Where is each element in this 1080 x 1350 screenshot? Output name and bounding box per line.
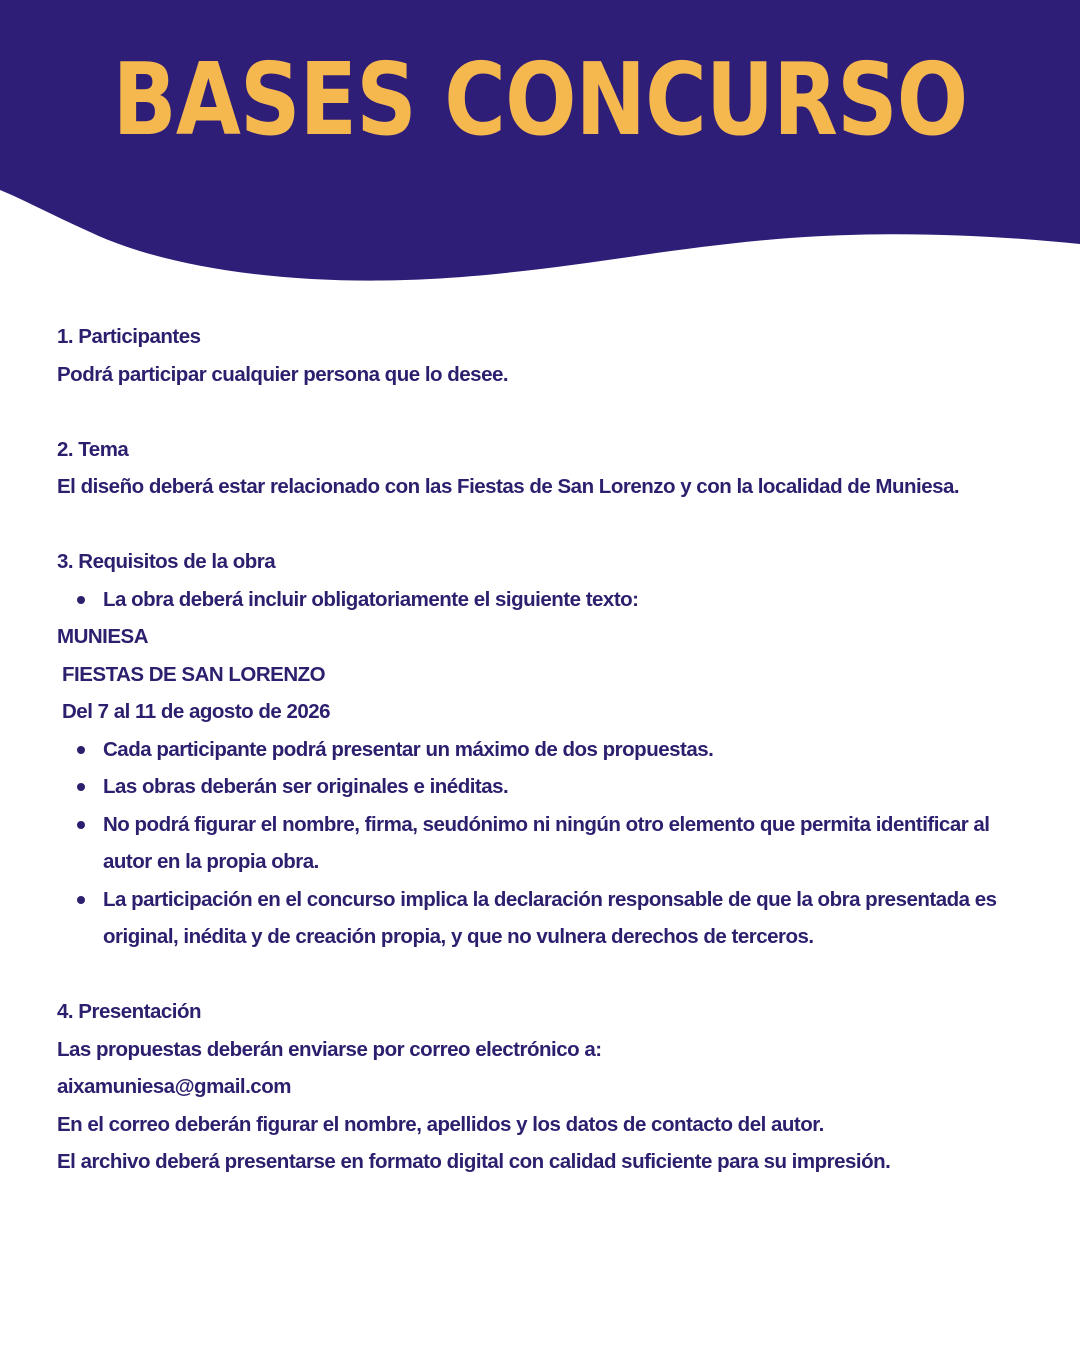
list-item — [57, 881, 1042, 956]
section-text: Podrá participar cualquier persona que lo desee. — [57, 362, 509, 386]
section-heading: 4. Presentación — [57, 1000, 202, 1023]
spacer — [57, 506, 1042, 544]
bullet-list — [57, 731, 1042, 956]
required-text-line: MUNIESA — [57, 625, 149, 648]
section-text: El archivo deberá presentarse en formato digital con calidad suficiente para su impresión. — [57, 1150, 891, 1173]
list-item — [57, 731, 1042, 769]
section-tema — [57, 431, 1042, 506]
required-text-line: Del 7 al 11 de agosto de 2026 — [62, 700, 331, 723]
list-item — [57, 806, 1042, 881]
section-text: Las propuestas deberán enviarse por correo electrónico a: — [57, 1037, 602, 1061]
list-item-text: Cada participante podrá presentar un máximo de dos propuestas. — [103, 737, 714, 761]
list-item — [57, 768, 1042, 806]
section-presentacion — [57, 993, 1042, 1181]
bullet-icon — [77, 783, 85, 791]
section-requisitos — [57, 543, 1042, 956]
required-text-line: FIESTAS DE SAN LORENZO — [62, 662, 326, 686]
section-text: El diseño deberá estar relacionado con las Fiestas de San Lorenzo y con la localidad de Muniesa. — [57, 475, 960, 498]
list-item-text: Las obras deberán ser originales e inéditas. — [103, 775, 509, 798]
list-item-text: La participación en el concurso implica la declaración responsable de que la obra presentada es original, inédita y de creación propia, y que no vulnera derechos de terceros. — [103, 887, 997, 948]
list-item-text: No podrá figurar el nombre, firma, seudónimo ni ningún otro elemento que permita identificar al autor en la propia obra. — [103, 812, 990, 873]
section-text: En el correo deberán figurar el nombre, apellidos y los datos de contacto del autor. — [57, 1112, 824, 1136]
list-item — [57, 581, 1042, 619]
contact-email[interactable]: aixamuniesa@gmail.com — [57, 1075, 291, 1098]
bullet-icon — [77, 821, 85, 829]
section-participantes — [57, 318, 1042, 393]
page-title: BASES CONCURSO — [112, 41, 968, 158]
section-heading: 3. Requisitos de la obra — [57, 550, 276, 573]
list-item-text: La obra deberá incluir obligatoriamente el siguiente texto: — [103, 587, 639, 611]
section-heading: 1. Participantes — [57, 325, 201, 348]
spacer — [57, 393, 1042, 431]
section-heading: 2. Tema — [57, 437, 129, 461]
bullet-icon — [77, 896, 85, 904]
spacer — [57, 956, 1042, 994]
contest-rules — [57, 318, 1042, 1181]
bullet-list — [57, 581, 1042, 619]
bullet-icon — [77, 596, 85, 604]
bullet-icon — [77, 746, 85, 754]
